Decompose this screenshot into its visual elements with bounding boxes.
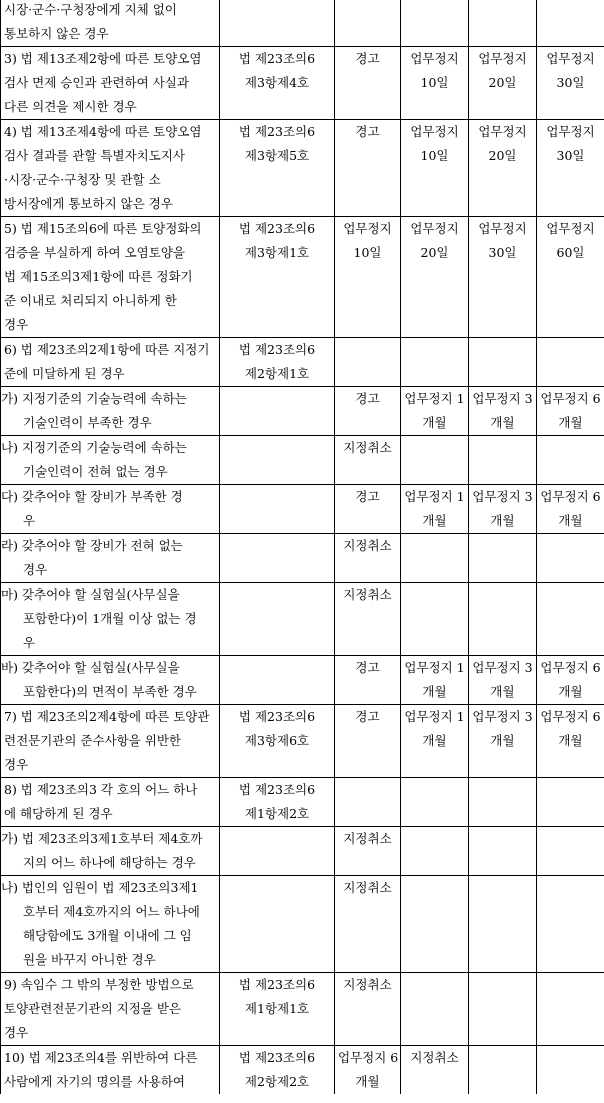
cell-line: 법 제23조의6 — [238, 709, 316, 724]
cell-line: 업무정지 6 — [540, 660, 601, 675]
cell-line: 방서장에게 통보하지 않은 경우 — [4, 196, 173, 211]
cell-line: 30일 — [556, 148, 585, 163]
table-row — [1, 827, 604, 876]
cell-line: 개월 — [422, 513, 447, 528]
penalty-2nd-cell — [401, 656, 469, 705]
cell-line: 준에 미달하게 된 경우 — [4, 366, 125, 381]
cell-line: 업무정지 — [410, 124, 459, 139]
cell-line: 법 제23조의6 — [238, 124, 316, 139]
legal-basis-cell — [220, 778, 335, 827]
penalty-3rd-cell — [469, 217, 537, 338]
cell-line: 업무정지 6 — [338, 1050, 399, 1065]
cell-line: 경우 — [4, 757, 29, 772]
violation-cell — [1, 0, 220, 47]
table-row — [1, 534, 604, 583]
legal-basis-cell — [220, 120, 335, 217]
violation-cell — [1, 973, 220, 1046]
legal-basis-cell — [220, 534, 335, 583]
penalty-1st-cell — [335, 973, 401, 1046]
cell-line: 업무정지 — [478, 51, 527, 66]
penalty-4th-cell — [537, 827, 604, 876]
legal-basis-cell — [220, 1046, 335, 1095]
cell-line: 나) 지정기준의 기술능력에 속하는 — [1, 440, 187, 455]
penalty-1st-cell — [335, 338, 401, 387]
cell-line: 업무정지 — [410, 221, 459, 236]
table-row — [1, 583, 604, 656]
cell-line: 법 제23조의6 — [238, 221, 316, 236]
cell-line: 법 제23조의6 — [238, 342, 316, 357]
cell-line: 제1항제1호 — [244, 1001, 310, 1016]
violation-cell — [1, 1046, 220, 1095]
cell-line: 개월 — [422, 733, 447, 748]
cell-line: 토양관련전문기관의 지정을 받은 — [4, 1001, 181, 1016]
cell-line: 개월 — [422, 415, 447, 430]
table-row — [1, 656, 604, 705]
cell-line: 업무정지 — [546, 51, 595, 66]
cell-line: 제1항제2호 — [244, 806, 310, 821]
legal-basis-cell — [220, 387, 335, 436]
cell-line: 8) 법 제23조의3 각 호의 어느 하나 — [4, 782, 198, 797]
table-row — [1, 217, 604, 338]
cell-line: 20일 — [420, 245, 449, 260]
cell-line: 10일 — [353, 245, 382, 260]
cell-line: 개월 — [490, 415, 515, 430]
penalty-4th-cell — [537, 485, 604, 534]
penalty-4th-cell — [537, 778, 604, 827]
cell-line: 다른 의견을 제시한 경우 — [4, 99, 137, 114]
table-row — [1, 973, 604, 1046]
violation-cell — [1, 656, 220, 705]
cell-line: 우 — [23, 635, 36, 650]
cell-line: 개월 — [355, 1074, 380, 1089]
cell-line: 경고 — [355, 391, 380, 406]
penalty-4th-cell — [537, 387, 604, 436]
cell-line: 경고 — [355, 489, 380, 504]
cell-line: 20일 — [488, 75, 517, 90]
violation-cell — [1, 338, 220, 387]
cell-line: 검증을 부실하게 하여 오염토양을 — [4, 245, 185, 260]
cell-line: 개월 — [558, 684, 583, 699]
cell-line: 시장·군수·구청장에게 지체 없이 — [4, 2, 177, 17]
cell-line: 30일 — [488, 245, 517, 260]
penalty-3rd-cell — [469, 1046, 537, 1095]
penalty-4th-cell — [537, 973, 604, 1046]
table-row — [1, 387, 604, 436]
cell-line: 검사 결과를 관할 특별자치도지사 — [4, 148, 185, 163]
cell-line: 업무정지 1 — [404, 489, 465, 504]
violation-cell — [1, 436, 220, 485]
violation-cell — [1, 217, 220, 338]
violation-cell — [1, 534, 220, 583]
penalty-3rd-cell — [469, 705, 537, 778]
cell-line: 업무정지 1 — [404, 709, 465, 724]
penalty-1st-cell — [335, 827, 401, 876]
cell-line: 법 제23조의6 — [238, 51, 316, 66]
cell-line: 9) 속임수 그 밖의 부정한 방법으로 — [4, 977, 194, 992]
cell-line: 통보하지 않은 경우 — [4, 26, 109, 41]
cell-line: 업무정지 3 — [472, 660, 533, 675]
penalty-3rd-cell — [469, 876, 537, 973]
cell-line: 경우 — [4, 1025, 29, 1040]
cell-line: 업무정지 — [410, 51, 459, 66]
violation-cell — [1, 583, 220, 656]
cell-line: 경고 — [355, 51, 380, 66]
penalty-2nd-cell — [401, 534, 469, 583]
cell-line: 제3항제4호 — [244, 75, 310, 90]
cell-line: 라) 갖추어야 할 장비가 전혀 없는 — [1, 538, 183, 553]
penalty-2nd-cell — [401, 0, 469, 47]
cell-line: 가) 지정기준의 기술능력에 속하는 — [1, 391, 187, 406]
penalty-table-body — [1, 0, 604, 1094]
penalty-3rd-cell — [469, 485, 537, 534]
penalty-1st-cell — [335, 0, 401, 47]
cell-line: 개월 — [558, 733, 583, 748]
penalty-3rd-cell — [469, 47, 537, 120]
legal-basis-cell — [220, 436, 335, 485]
penalty-4th-cell — [537, 217, 604, 338]
cell-line: 개월 — [422, 684, 447, 699]
penalty-4th-cell — [537, 0, 604, 47]
penalty-1st-cell — [335, 583, 401, 656]
table-row — [1, 705, 604, 778]
cell-line: 가) 법 제23조의3제1호부터 제4호까 — [1, 831, 203, 846]
penalty-4th-cell — [537, 338, 604, 387]
cell-line: 개월 — [490, 733, 515, 748]
penalty-4th-cell — [537, 534, 604, 583]
cell-line: 포함한다)이 1개월 이상 없는 경 — [23, 611, 197, 626]
cell-line: 지정취소 — [343, 587, 392, 602]
cell-line: 제2항제2호 — [244, 1074, 310, 1089]
penalty-2nd-cell — [401, 705, 469, 778]
cell-line: 원을 바꾸지 아니한 경우 — [23, 952, 156, 967]
penalty-3rd-cell — [469, 583, 537, 656]
cell-line: 마) 갖추어야 할 실험실(사무실을 — [1, 587, 180, 602]
cell-line: 나) 법인의 임원이 법 제23조의3제1 — [1, 880, 199, 895]
penalty-1st-cell — [335, 217, 401, 338]
violation-cell — [1, 778, 220, 827]
cell-line: 10일 — [420, 148, 449, 163]
cell-line: 해당함에도 3개월 이내에 그 임 — [23, 928, 192, 943]
cell-line: 업무정지 3 — [472, 489, 533, 504]
cell-line: 10) 법 제23조의4를 위반하여 다른 — [4, 1050, 198, 1065]
cell-line: 4) 법 제13조제4항에 따른 토양오염 — [4, 124, 202, 139]
penalty-3rd-cell — [469, 0, 537, 47]
table-row — [1, 120, 604, 217]
penalty-1st-cell — [335, 436, 401, 485]
cell-line: 업무정지 — [546, 221, 595, 236]
cell-line: 제3항제6호 — [244, 733, 310, 748]
cell-line: 호부터 제4호까지의 어느 하나에 — [23, 904, 200, 919]
cell-line: 업무정지 6 — [540, 489, 601, 504]
penalty-3rd-cell — [469, 534, 537, 583]
violation-cell — [1, 485, 220, 534]
table-row — [1, 1046, 604, 1095]
table-row — [1, 338, 604, 387]
cell-line: 5) 법 제15조의6에 따른 토양정화의 — [4, 221, 202, 236]
penalty-2nd-cell — [401, 387, 469, 436]
cell-line: 개월 — [490, 684, 515, 699]
cell-line: 법 제23조의6 — [238, 977, 316, 992]
cell-line: 경고 — [355, 709, 380, 724]
cell-line: 개월 — [558, 513, 583, 528]
cell-line: 에 해당하게 된 경우 — [4, 806, 113, 821]
penalty-3rd-cell — [469, 778, 537, 827]
penalty-1st-cell — [335, 876, 401, 973]
penalty-3rd-cell — [469, 120, 537, 217]
cell-line: 개월 — [558, 415, 583, 430]
penalty-2nd-cell — [401, 338, 469, 387]
penalty-2nd-cell — [401, 47, 469, 120]
penalty-2nd-cell — [401, 973, 469, 1046]
penalty-1st-cell — [335, 120, 401, 217]
table-row — [1, 876, 604, 973]
legal-basis-cell — [220, 338, 335, 387]
legal-basis-cell — [220, 827, 335, 876]
violation-cell — [1, 387, 220, 436]
cell-line: 개월 — [490, 513, 515, 528]
cell-line: 업무정지 6 — [540, 709, 601, 724]
cell-line: 우 — [23, 513, 36, 528]
table-row — [1, 436, 604, 485]
penalty-1st-cell — [335, 656, 401, 705]
cell-line: 포함한다)의 면적이 부족한 경우 — [23, 684, 197, 699]
cell-line: 제3항제1호 — [244, 245, 310, 260]
cell-line: 업무정지 3 — [472, 709, 533, 724]
table-row — [1, 485, 604, 534]
cell-line: 업무정지 1 — [404, 660, 465, 675]
violation-cell — [1, 827, 220, 876]
cell-line: 업무정지 — [546, 124, 595, 139]
cell-line: 지정취소 — [343, 880, 392, 895]
penalty-2nd-cell — [401, 778, 469, 827]
penalty-2nd-cell — [401, 120, 469, 217]
penalty-2nd-cell — [401, 876, 469, 973]
cell-line: 지의 어느 하나에 해당하는 경우 — [23, 855, 196, 870]
cell-line: 7) 법 제23조의2제4항에 따른 토양관 — [4, 709, 210, 724]
cell-line: 60일 — [556, 245, 585, 260]
penalty-4th-cell — [537, 656, 604, 705]
legal-basis-cell — [220, 705, 335, 778]
penalty-2nd-cell — [401, 436, 469, 485]
penalty-1st-cell — [335, 47, 401, 120]
cell-line: 다) 갖추어야 할 장비가 부족한 경 — [1, 489, 183, 504]
cell-line: 기술인력이 부족한 경우 — [23, 415, 152, 430]
penalty-3rd-cell — [469, 656, 537, 705]
cell-line: 기술인력이 전혀 없는 경우 — [23, 464, 168, 479]
penalty-4th-cell — [537, 436, 604, 485]
cell-line: 지정취소 — [343, 977, 392, 992]
penalty-4th-cell — [537, 876, 604, 973]
legal-basis-cell — [220, 485, 335, 534]
cell-line: 제3항제5호 — [244, 148, 310, 163]
penalty-1st-cell — [335, 387, 401, 436]
penalty-3rd-cell — [469, 387, 537, 436]
legal-basis-cell — [220, 583, 335, 656]
violation-cell — [1, 120, 220, 217]
cell-line: 업무정지 3 — [472, 391, 533, 406]
cell-line: 련전문기관의 준수사항을 위반한 — [4, 733, 181, 748]
legal-basis-cell — [220, 876, 335, 973]
cell-line: 지정취소 — [343, 831, 392, 846]
legal-basis-cell — [220, 973, 335, 1046]
table-row — [1, 778, 604, 827]
penalty-4th-cell — [537, 120, 604, 217]
penalty-1st-cell — [335, 1046, 401, 1095]
cell-line: 제2항제1호 — [244, 366, 310, 381]
violation-cell — [1, 705, 220, 778]
penalty-2nd-cell — [401, 827, 469, 876]
cell-line: 업무정지 — [478, 221, 527, 236]
penalty-1st-cell — [335, 778, 401, 827]
penalty-4th-cell — [537, 705, 604, 778]
cell-line: 검사 면제 승인과 관련하여 사실과 — [4, 75, 189, 90]
cell-line: 업무정지 — [478, 124, 527, 139]
penalty-3rd-cell — [469, 338, 537, 387]
cell-line: 3) 법 제13조제2항에 따른 토양오염 — [4, 51, 202, 66]
cell-line: 지정취소 — [343, 440, 392, 455]
cell-line: 업무정지 1 — [404, 391, 465, 406]
cell-line: 경고 — [355, 660, 380, 675]
penalty-2nd-cell — [401, 217, 469, 338]
legal-basis-cell — [220, 0, 335, 47]
legal-basis-cell — [220, 47, 335, 120]
cell-line: 경우 — [23, 562, 48, 577]
penalty-3rd-cell — [469, 436, 537, 485]
cell-line: 법 제15조의3제1항에 따른 정화기 — [4, 269, 193, 284]
penalty-4th-cell — [537, 1046, 604, 1095]
legal-basis-cell — [220, 217, 335, 338]
cell-line: 지정취소 — [343, 538, 392, 553]
penalty-1st-cell — [335, 485, 401, 534]
penalty-3rd-cell — [469, 827, 537, 876]
cell-line: 바) 갖추어야 할 실험실(사무실을 — [1, 660, 180, 675]
table-row — [1, 0, 604, 47]
violation-cell — [1, 47, 220, 120]
cell-line: ·시장·군수·구청장 및 관할 소 — [4, 172, 161, 187]
cell-line: 6) 법 제23조의2제1항에 따른 지정기 — [4, 342, 210, 357]
cell-line: 사람에게 자기의 명의를 사용하여 — [4, 1074, 185, 1089]
cell-line: 준 이내로 처리되지 아니하게 한 — [4, 293, 177, 308]
cell-line: 10일 — [420, 75, 449, 90]
cell-line: 업무정지 — [343, 221, 392, 236]
penalty-2nd-cell — [401, 1046, 469, 1095]
penalty-2nd-cell — [401, 485, 469, 534]
penalty-2nd-cell — [401, 583, 469, 656]
violation-cell — [1, 876, 220, 973]
legal-basis-cell — [220, 656, 335, 705]
table-row — [1, 47, 604, 120]
cell-line: 법 제23조의6 — [238, 1050, 316, 1065]
penalty-4th-cell — [537, 47, 604, 120]
cell-line: 업무정지 6 — [540, 391, 601, 406]
penalty-1st-cell — [335, 705, 401, 778]
penalty-4th-cell — [537, 583, 604, 656]
penalty-3rd-cell — [469, 973, 537, 1046]
cell-line: 법 제23조의6 — [238, 782, 316, 797]
cell-line: 경고 — [355, 124, 380, 139]
cell-line: 20일 — [488, 148, 517, 163]
cell-line: 지정취소 — [410, 1050, 459, 1065]
penalty-1st-cell — [335, 534, 401, 583]
cell-line: 경우 — [4, 317, 29, 332]
cell-line: 30일 — [556, 75, 585, 90]
